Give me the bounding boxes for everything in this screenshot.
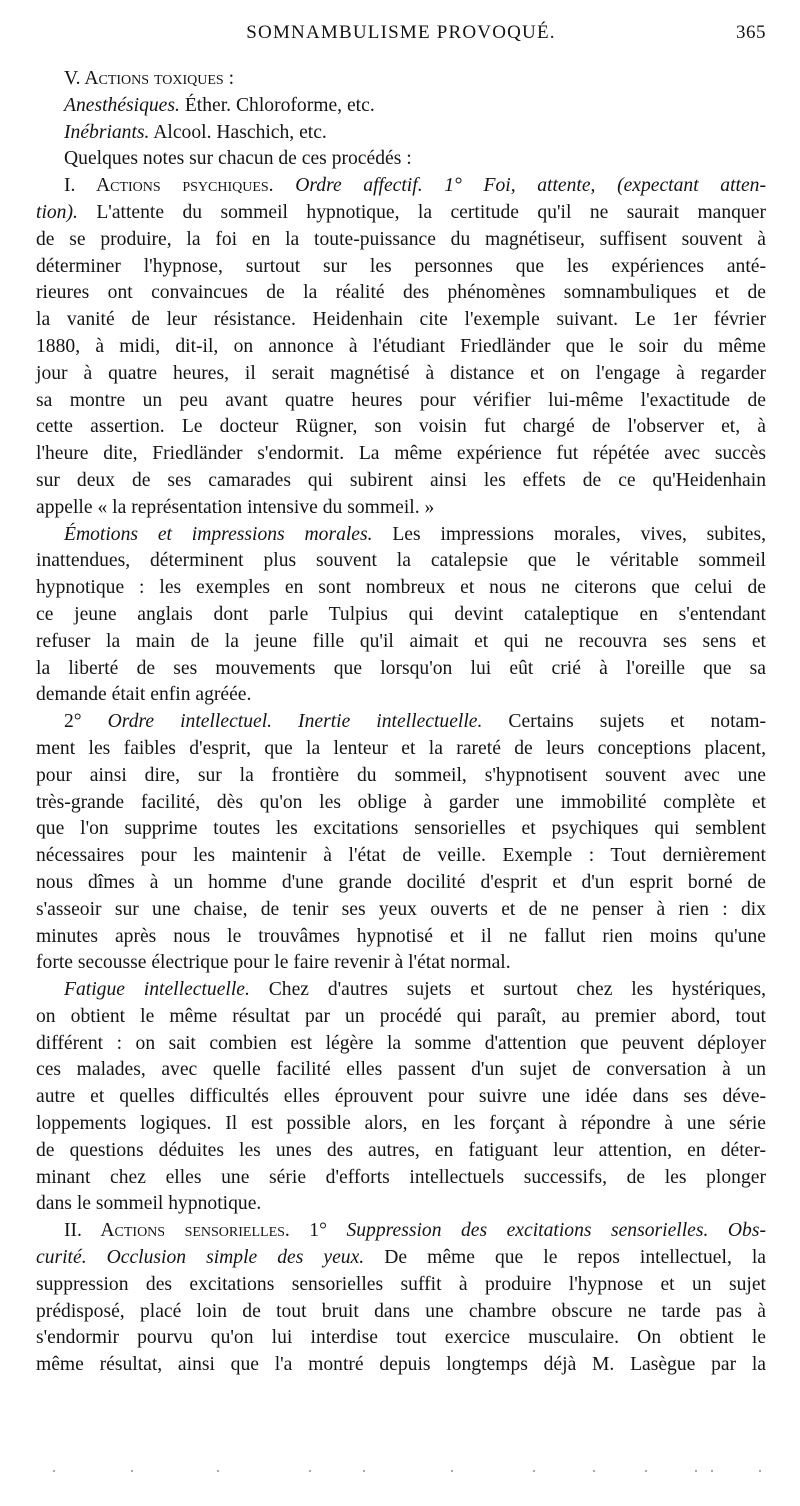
text-run: 1880, à midi, dit-il, on annonce à l'étudiant Friedländer que le soir du même — [36, 335, 766, 357]
text-run: Quelques notes sur chacun de ces procédés : — [64, 148, 412, 170]
text-run: Alcool. Haschich, etc. — [149, 121, 327, 143]
text-run: appelle « la représentation intensive du sommeil. » — [36, 496, 435, 518]
text-run: que l'on supprime toutes les excitations sensorielles et psychiques qui semblent — [36, 818, 766, 840]
text-run: nous dîmes à un homme d'une grande docilité d'esprit et d'un esprit borné de — [36, 871, 766, 893]
text-line — [36, 1191, 766, 1218]
text-run: hypnotique : les exemples en sont nombreux et nous ne citerons que celui de — [36, 577, 766, 599]
text-run: minant chez elles une série d'efforts intellectuels successifs, de les plonger — [36, 1166, 766, 1188]
text-run: ce jeune anglais dont parle Tulpius qui devint cataleptique en s'entendant — [36, 603, 766, 625]
text-run: très-grande facilité, dès qu'on les oblige à garder une immobilité complète et — [36, 791, 766, 813]
text-line — [36, 280, 766, 307]
text-run: s'asseoir sur une chaise, de tenir ses yeux ouverts et de ne penser à rien : dix — [36, 898, 766, 920]
text-line — [36, 950, 766, 977]
text-run: de questions déduites les unes des autres, en fatiguant leur attention, en déter- — [36, 1139, 766, 1161]
text-line — [36, 870, 766, 897]
text-run: Chez d'autres sujets et surtout chez les hystériques, — [249, 979, 766, 1001]
text-line — [36, 1084, 766, 1111]
text-run: jour à quatre heures, il serait magnétisé à distance et on l'engage à regarder — [36, 362, 766, 384]
small-caps-text: V. Actions toxiques : — [64, 68, 235, 89]
page-number: 365 — [736, 22, 766, 43]
page-header — [36, 22, 766, 52]
text-body — [36, 66, 766, 1379]
italic-text: Ordre affectif. 1° Foi, attente, (expectant atten- — [295, 175, 767, 197]
text-line — [36, 173, 766, 200]
text-line — [36, 66, 766, 93]
italic-text: Fatigue intellectuelle. — [64, 979, 250, 1001]
italic-text: Ordre intellectuel. Inertie intellectuelle. — [107, 711, 483, 733]
text-run: différent : on sait combien est légère la somme d'attention que peuvent déployer — [36, 1032, 766, 1054]
text-line — [36, 1138, 766, 1165]
text-line — [36, 388, 766, 415]
running-title: SOMNAMBULISME PROVOQUÉ. — [246, 22, 556, 43]
text-line — [36, 1272, 766, 1299]
scan-speckle — [48, 1468, 764, 1474]
text-line — [36, 441, 766, 468]
text-run — [274, 175, 296, 196]
text-line — [36, 924, 766, 951]
text-line — [36, 548, 766, 575]
text-run: loppements logiques. Il est possible alors, en les forçant à répondre à une série — [36, 1113, 766, 1135]
text-line — [36, 1352, 766, 1379]
text-run: sur deux de ses camarades qui subirent ainsi les effets de ce qu'Heidenhain — [36, 469, 766, 491]
text-line — [36, 656, 766, 683]
text-line — [36, 146, 766, 173]
text-line — [36, 120, 766, 147]
text-run: forte secousse électrique pour le faire revenir à l'état normal. — [36, 952, 511, 974]
text-run: Les impressions morales, vives, subites, — [372, 523, 766, 545]
text-run: on obtient le même résultat par un procédé qui paraît, au premier abord, tout — [36, 1005, 766, 1027]
text-line — [36, 1004, 766, 1031]
text-run: sa montre un peu avant quatre heures pour vérifier lui-même l'exactitude de — [36, 389, 766, 411]
text-line — [36, 1299, 766, 1326]
text-run: ment les faibles d'esprit, que la lenteur et la rareté de leurs conceptions placent, — [36, 737, 766, 759]
text-line — [36, 414, 766, 441]
text-run: prédisposé, placé loin de tout bruit dans une chambre obscure ne tarde pas à — [36, 1300, 766, 1322]
text-run: s'endormir pourvu qu'on lui interdise tout exercice musculaire. On obtient le — [36, 1327, 766, 1349]
text-line — [36, 682, 766, 709]
text-run: dans le sommeil hypnotique. — [36, 1193, 262, 1215]
text-run: autre et quelles difficultés elles éprouvent pour suivre une idée dans ses déve- — [36, 1086, 766, 1108]
text-line — [36, 736, 766, 763]
text-line — [36, 1057, 766, 1084]
text-line — [36, 254, 766, 281]
text-run: cette assertion. Le docteur Rügner, son voisin fut chargé de l'observer et, à — [36, 416, 766, 438]
text-run: déterminer l'hypnose, surtout sur les personnes que les expériences anté- — [36, 255, 766, 277]
text-run: même résultat, ainsi que l'a montré depuis longtemps déjà M. Lasègue par la — [36, 1354, 766, 1376]
text-line — [36, 602, 766, 629]
text-line — [36, 227, 766, 254]
text-line — [36, 1218, 766, 1245]
text-line — [36, 200, 766, 227]
text-line — [36, 575, 766, 602]
text-line — [36, 763, 766, 790]
text-line — [36, 1245, 766, 1272]
italic-text: curité. Occlusion simple des yeux. — [36, 1247, 365, 1269]
text-run: de se produire, la foi en la toute-puissance du magnétiseur, suffisent souvent à — [36, 228, 766, 250]
small-caps-text: I. Actions psychiques. — [64, 175, 274, 197]
text-line — [36, 1111, 766, 1138]
italic-text: Anesthésiques. — [64, 94, 180, 116]
text-line — [36, 977, 766, 1004]
text-line — [36, 897, 766, 924]
text-line — [36, 361, 766, 388]
text-run: l'heure dite, Friedländer s'endormit. La même expérience fut répétée avec succès — [36, 443, 766, 465]
text-line — [36, 495, 766, 522]
italic-text: Inébriants. — [64, 121, 150, 143]
text-line — [36, 1165, 766, 1192]
text-run: 2° — [64, 711, 108, 733]
text-line — [36, 790, 766, 817]
text-run: suppression des excitations sensorielles suffit à produire l'hypnose et un sujet — [36, 1273, 766, 1295]
italic-text: tion). — [36, 201, 78, 223]
text-run: minutes après nous le trouvâmes hypnotisé et il ne fallut rien moins qu'une — [36, 925, 766, 947]
text-run: De même que le repos intellectuel, la — [364, 1247, 766, 1269]
text-line — [36, 468, 766, 495]
text-line — [36, 307, 766, 334]
text-line — [36, 334, 766, 361]
text-line — [36, 1031, 766, 1058]
text-line — [36, 522, 766, 549]
text-line — [36, 1325, 766, 1352]
text-run: ces malades, avec quelle facilité elles passent d'un sujet de conversation à un — [36, 1059, 766, 1081]
text-run: inattendues, déterminent plus souvent la catalepsie que le véritable sommeil — [36, 550, 766, 572]
italic-text: Émotions et impressions morales. — [64, 523, 373, 545]
text-run: refuser la main de la jeune fille qu'il aimait et qui ne recouvra ses sens et — [36, 630, 766, 652]
text-run: Éther. Chloroforme, etc. — [179, 94, 375, 116]
text-run: rieures ont convaincues de la réalité des phénomènes somnambuliques et de — [36, 282, 766, 304]
text-run: Certains sujets et notam- — [482, 711, 767, 733]
text-line — [36, 629, 766, 656]
text-line — [36, 816, 766, 843]
text-run: pour ainsi dire, sur la frontière du sommeil, s'hypnotisent souvent avec une — [36, 764, 766, 786]
text-run: 1° — [289, 1220, 347, 1242]
text-run: L'attente du sommeil hypnotique, la certitude qu'il ne saurait manquer — [77, 201, 766, 223]
italic-text: Suppression des excitations sensorielles. Obs- — [346, 1220, 766, 1242]
text-line — [36, 93, 766, 120]
text-run: nécessaires pour les maintenir à l'état de veille. Exemple : Tout dernièrement — [36, 845, 766, 867]
text-run: demande était enfin agréée. — [36, 684, 252, 706]
text-line — [36, 709, 766, 736]
text-run: la vanité de leur résistance. Heidenhain cite l'exemple suivant. Le 1er février — [36, 309, 766, 331]
text-run: la liberté de ses mouvements que lorsqu'on lui eût crié à l'oreille que sa — [36, 657, 766, 679]
small-caps-text: II. Actions sensorielles. — [64, 1220, 290, 1242]
text-line — [36, 843, 766, 870]
